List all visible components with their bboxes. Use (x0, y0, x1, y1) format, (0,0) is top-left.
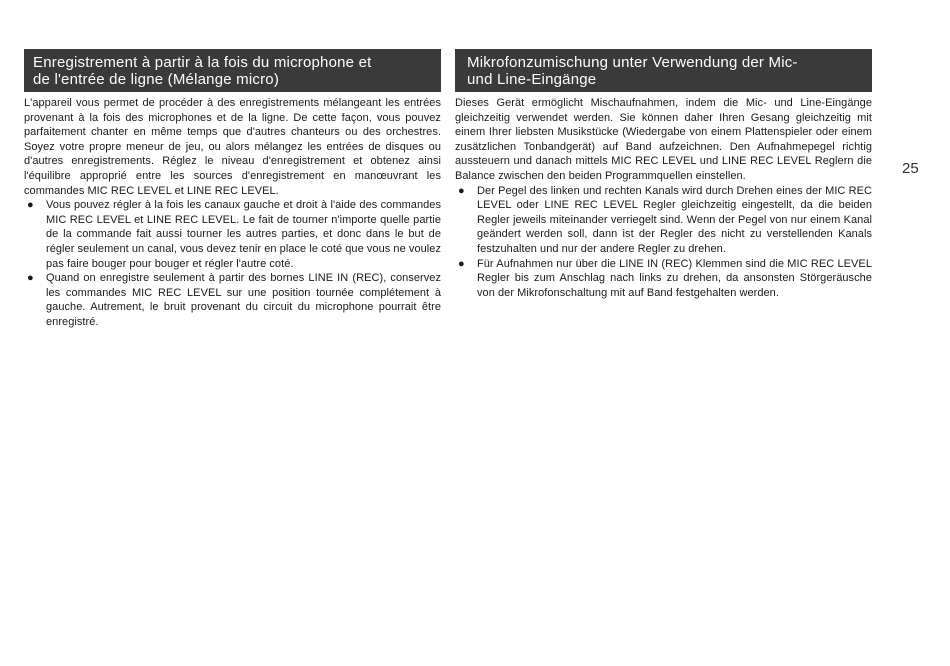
french-heading-line-2: de l'entrée de ligne (Mélange micro) (33, 71, 280, 88)
bullet-dot-icon: ● (458, 257, 465, 270)
french-intro-paragraph: L'appareil vous permet de procéder à des enregistrements mélangeant les entrées provenant à la fois des microphones et de la ligne. De cette façon, vous pouvez parfaitement chanter en même temps que d'autres chanteurs ou des orchestres. Soyez votre propre meneur de jeu, ou alors mélangez les entrées de disques ou d'autres enregistrements. Réglez le niveau d'enregistrement et obtenez ainsi l'équilibre approprié entre les sources d'enregistrement en manœuvrant les commandes MIC REC LEVEL et LINE REC LEVEL. (24, 97, 441, 197)
german-heading (455, 49, 872, 92)
german-bullet-text: Der Pegel des linken und rechten Kanals wird durch Drehen eines der MIC REC LEVEL oder LINE REC LEVEL Regler gleichzeitig eingestellt, da die beiden Regler jeweils miteinander verriegelt sind. Wenn der Pegel von nur einem Kanal geändert werden soll, dann ist der Regler des nicht zu verstellenden Kanals festzuhalten und nur der andere Regler zu drehen. (477, 184, 872, 255)
german-bullet-item (455, 257, 872, 301)
bullet-dot-icon: ● (27, 272, 34, 285)
german-bullet-text: Für Aufnahmen nur über die LINE IN (REC) Klemmen sind die MIC REC LEVEL Regler bis zum Anschlag nach links zu drehen, da ansonsten Störgeräusche von der Mikrofonschaltung mit auf Band festgehalten werden. (477, 257, 872, 299)
bullet-dot-icon: ● (27, 199, 34, 212)
french-heading (24, 49, 441, 92)
french-bullet-item (24, 198, 441, 271)
german-heading-line-2: und Line-Eingänge (467, 71, 597, 88)
french-bullet-list (24, 198, 441, 329)
french-column (24, 49, 441, 330)
bullet-dot-icon: ● (458, 184, 465, 197)
german-intro-paragraph: Dieses Gerät ermöglicht Mischaufnahmen, indem die Mic- und Line-Eingänge gleichzeitig verwendet werden. Sie können daher Ihren Gesang gleichzeitig mit einem Ihrer liebsten Musikstücke (Wiedergabe von einem Plattenspieler oder einem zusätzlichen Tonbandgerät) auf Band aufzeichnen. Den Aufnahmepegel richtig aussteuern und danach mittels MIC REC LEVEL und LINE REC LEVEL Reglern die Balance zwischen den beiden Programmquellen einstellen. (455, 97, 872, 182)
page-number: 25 (902, 160, 919, 177)
german-column (455, 49, 872, 300)
french-bullet-item (24, 271, 441, 329)
german-bullet-list (455, 184, 872, 301)
german-heading-line-1: Mikrofonzumischung unter Verwendung der Mic- (467, 54, 798, 71)
german-bullet-item (455, 184, 872, 257)
french-heading-line-1: Enregistrement à partir à la fois du microphone et (33, 54, 372, 71)
french-bullet-text: Vous pouvez régler à la fois les canaux gauche et droit à l'aide des commandes MIC REC LEVEL et LINE REC LEVEL. Le fait de tourner n'importe quelle partie de la commande fait aussi tourner les autres parties, et donc dans le but de régler seulement un canal, vous devez tenir en place le coté que vous ne voulez pas faire bouger pour bouger et régler l'autre coté. (46, 199, 441, 270)
french-bullet-text: Quand on enregistre seulement à partir des bornes LINE IN (REC), conservez les commandes MIC REC LEVEL sur une position tournée complétement à gauche. Autrement, le bruit provenant du circuit du microphone pourrait être enregistré. (46, 272, 441, 328)
